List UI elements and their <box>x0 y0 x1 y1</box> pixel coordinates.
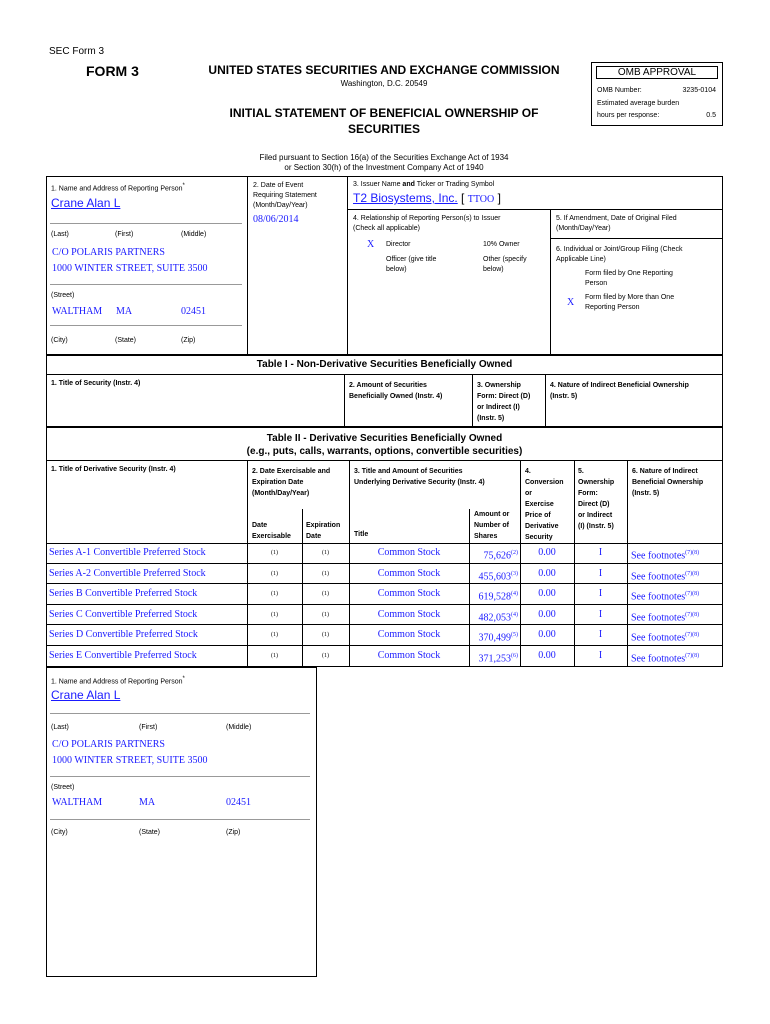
filed-pursuant-line1: Filed pursuant to Section 16(a) of the Securities Exchange Act of 1934 <box>259 153 509 162</box>
row-underlying-title: Common Stock <box>377 547 441 558</box>
row-security-title: Series A-2 Convertible Preferred Stock <box>49 567 206 579</box>
omb-hours-value: 0.5 <box>706 112 716 119</box>
table2-sub-title: Title <box>354 531 369 538</box>
table2-col-conversion: 4. Conversion or Exercise Price of Derivative Security <box>525 468 564 541</box>
row-expiration-date: (1) <box>322 611 329 618</box>
table2-col-ownership: 5. Ownership Form: Direct (D) or Indirect (I) (Instr. 5) <box>578 468 615 530</box>
row-amount-shares: 75,626$^{(2)}$ <box>483 550 518 562</box>
row-underlying-title: Common Stock <box>377 608 441 620</box>
rp2-first-label: (First) <box>139 724 158 731</box>
zip-label: (Zip) <box>181 337 196 344</box>
amendment-label: 5. If Amendment, Date of Original Filed (Month/Day/Year) <box>556 215 677 232</box>
state-value: MA <box>116 306 133 317</box>
agency-title: UNITED STATES SECURITIES AND EXCHANGE COMMISSION <box>208 63 560 77</box>
rp2-state-label: (State) <box>139 829 161 836</box>
row-date-exercisable: (1) <box>271 653 278 659</box>
table1-col-nature: 4. Nature of Indirect Beneficial Ownership (Instr. 5) <box>550 382 689 400</box>
row-security-title: Series B Convertible Preferred Stock <box>49 588 198 600</box>
event-date-label: 2. Date of Event Requiring Statement (Month/Day/Year) <box>253 182 317 209</box>
row-nature-ownership: See footnotes$^{(7)(8)}$ <box>631 611 700 624</box>
issuer-name-row: T2 Biosystems, Inc. [ TTOO ] <box>353 191 501 205</box>
relationship-label: 4. Relationship of Reporting Person(s) to Issuer (Check all applicable) <box>353 215 501 232</box>
row-security-title: Series D Convertible Preferred Stock <box>49 629 198 641</box>
rp2-middle-label: (Middle) <box>226 724 252 731</box>
ticker-symbol: TTOO <box>467 194 495 205</box>
director-label: Director <box>386 241 411 248</box>
reporting-person-2-name-link[interactable]: Crane Alan L <box>51 688 121 702</box>
table2-sub-expiration: Expiration Date <box>306 522 341 540</box>
row-expiration-date: (1) <box>322 591 329 598</box>
rp2-zip-label: (Zip) <box>226 829 241 836</box>
row-ownership-form: I <box>598 650 603 661</box>
row-ownership-form: I <box>598 567 603 579</box>
issuer-label: 3. Issuer Name and Ticker or Trading Symbol <box>353 181 495 188</box>
table-row <box>46 646 723 667</box>
table-row <box>46 584 723 605</box>
table2-sub-date-exercisable: Date Exercisable <box>252 522 291 540</box>
filing-label: 6. Individual or Joint/Group Filing (Check Applicable Line) <box>556 246 683 263</box>
row-expiration-date: (1) <box>322 570 329 577</box>
row-ownership-form: I <box>598 547 603 558</box>
omb-number-label: OMB Number: <box>597 87 642 94</box>
row-nature-ownership: See footnotes$^{(7)(8)}$ <box>631 550 700 562</box>
table-row <box>46 605 723 626</box>
row-underlying-title: Common Stock <box>377 588 441 600</box>
row-amount-shares: 370,499$^{(5)}$ <box>478 632 518 644</box>
row-date-exercisable: (1) <box>271 632 278 639</box>
rp2-state-value: MA <box>139 797 156 808</box>
row-nature-ownership: See footnotes$^{(7)(8)}$ <box>631 570 700 582</box>
issuer-name-link[interactable]: T2 Biosystems, Inc. <box>353 191 458 205</box>
rp2-zip-value: 02451 <box>226 797 251 808</box>
row-date-exercisable: (1) <box>271 611 278 618</box>
omb-hours-label: hours per response: <box>597 112 660 119</box>
filed-pursuant-line2: or Section 30(h) of the Investment Company Act of 1940 <box>284 163 484 172</box>
state-label: (State) <box>115 337 137 344</box>
row-conversion-price: 0.00 <box>538 608 556 620</box>
row-date-exercisable: (1) <box>271 550 278 556</box>
table2-rows <box>46 543 723 667</box>
row-ownership-form: I <box>598 588 603 600</box>
row-date-exercisable: (1) <box>271 570 278 577</box>
row-conversion-price: 0.00 <box>538 629 556 641</box>
middle-label: (Middle) <box>181 231 207 238</box>
filed-by-one-label: Form filed by One Reporting Person <box>585 270 673 287</box>
table-row <box>46 564 723 585</box>
ten-percent-owner-label: 10% Owner <box>483 241 520 248</box>
row-ownership-form: I <box>598 629 603 641</box>
table2-col-underlying: 3. Title and Amount of Securities Underlying Derivative Security (Instr. 4) <box>354 468 485 486</box>
rp2-address-line1: C/O POLARIS PARTNERS <box>52 739 165 750</box>
city-value: WALTHAM <box>52 306 103 317</box>
row-nature-ownership: See footnotes$^{(7)(8)}$ <box>631 632 700 644</box>
table-row <box>46 543 723 564</box>
city-label: (City) <box>51 337 68 344</box>
omb-number-value: 3235-0104 <box>682 87 716 94</box>
table2-title: Table II - Derivative Securities Beneficially Owned (e.g., puts, calls, warrants, options, convertible securities) <box>246 433 523 457</box>
zip-value: 02451 <box>181 306 206 317</box>
event-date-value: 08/06/2014 <box>253 214 299 225</box>
other-label: Other (specify below) <box>483 256 527 273</box>
reporting-person-name-link[interactable]: Crane Alan L <box>51 196 121 210</box>
table2-sub-amount: Amount or Number of Shares <box>474 511 510 540</box>
row-conversion-price: 0.00 <box>538 588 556 600</box>
table1-title: Table I - Non-Derivative Securities Beneficially Owned <box>256 359 513 370</box>
statement-title-line1: INITIAL STATEMENT OF BENEFICIAL OWNERSHIP OF <box>229 106 539 120</box>
rp2-city-value: WALTHAM <box>52 797 103 808</box>
form-title: FORM 3 <box>86 63 139 79</box>
rp2-last-label: (Last) <box>51 724 69 731</box>
first-label: (First) <box>115 231 134 238</box>
row-ownership-form: I <box>598 608 603 620</box>
table1-col-amount: 2. Amount of Securities Beneficially Owned (Instr. 4) <box>349 382 443 400</box>
sec-form-label: SEC Form 3 <box>49 46 105 57</box>
statement-title-line2: SECURITIES <box>347 122 420 136</box>
row-conversion-price: 0.00 <box>538 567 556 579</box>
row-conversion-price: 0.00 <box>538 650 556 661</box>
reporting-person-2-label: 1. Name and Address of Reporting Person* <box>51 676 185 686</box>
director-checkmark: X <box>367 239 375 250</box>
row-nature-ownership: See footnotes$^{(7)(8)}$ <box>631 653 700 665</box>
omb-burden-label: Estimated average burden <box>597 100 680 107</box>
rp2-address-line2: 1000 WINTER STREET, SUITE 3500 <box>52 755 208 766</box>
table2-col-date: 2. Date Exercisable and Expiration Date (Month/Day/Year) <box>252 468 331 497</box>
table1-col-title: 1. Title of Security (Instr. 4) <box>51 380 141 387</box>
row-amount-shares: 619,528$^{(4)}$ <box>478 591 518 603</box>
reporting-person-label: 1. Name and Address of Reporting Person* <box>51 183 185 193</box>
row-underlying-title: Common Stock <box>377 650 441 661</box>
address-line1: C/O POLARIS PARTNERS <box>52 247 165 258</box>
filed-by-more-label: Form filed by More than One Reporting Person <box>585 294 675 311</box>
row-underlying-title: Common Stock <box>377 629 441 641</box>
officer-label: Officer (give title below) <box>386 256 437 273</box>
row-amount-shares: 371,253$^{(6)}$ <box>478 653 518 665</box>
row-date-exercisable: (1) <box>271 591 278 598</box>
table1-col-ownership: 3. Ownership Form: Direct (D) or Indirect (I) (Instr. 5) <box>477 382 531 422</box>
row-amount-shares: 482,053$^{(4)}$ <box>478 611 518 624</box>
omb-approval-box <box>591 62 723 126</box>
row-security-title: Series E Convertible Preferred Stock <box>49 650 197 661</box>
filed-by-more-checkmark: X <box>567 297 575 308</box>
row-underlying-title: Common Stock <box>377 567 441 579</box>
row-expiration-date: (1) <box>322 632 329 639</box>
row-security-title: Series A-1 Convertible Preferred Stock <box>49 547 206 558</box>
row-nature-ownership: See footnotes$^{(7)(8)}$ <box>631 591 700 603</box>
table-row <box>46 625 723 646</box>
row-security-title: Series C Convertible Preferred Stock <box>49 608 198 620</box>
table2-col-title: 1. Title of Derivative Security (Instr. 4) <box>51 466 176 473</box>
row-conversion-price: 0.00 <box>538 547 556 558</box>
street-label: (Street) <box>51 292 75 299</box>
row-amount-shares: 455,603$^{(3)}$ <box>478 570 518 582</box>
rp2-street-label: (Street) <box>51 784 75 791</box>
address-line2: 1000 WINTER STREET, SUITE 3500 <box>52 263 208 274</box>
agency-city: Washington, D.C. 20549 <box>340 79 428 88</box>
row-expiration-date: (1) <box>322 550 329 556</box>
table2-col-nature: 6. Nature of Indirect Beneficial Ownership (Instr. 5) <box>632 468 704 497</box>
last-label: (Last) <box>51 231 69 238</box>
omb-title: OMB APPROVAL <box>596 66 718 79</box>
rp2-city-label: (City) <box>51 829 68 836</box>
row-expiration-date: (1) <box>322 653 329 659</box>
